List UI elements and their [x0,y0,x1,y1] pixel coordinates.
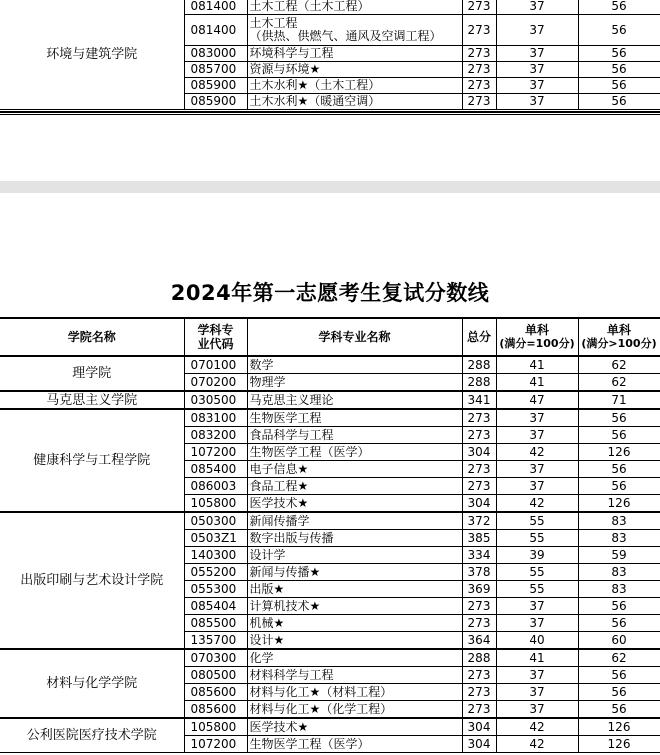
table-row [0,649,660,667]
table-row [0,391,660,409]
single-score-over100: 59 [578,547,660,564]
major-code: 030500 [184,391,247,409]
single-score-100: 55 [496,512,578,530]
single-score-100: 47 [496,391,578,409]
major-code: 070200 [184,374,247,392]
major-code: 085700 [184,62,247,78]
single-score-over100: 56 [578,0,660,15]
table-row [0,356,660,374]
header-college: 学院名称 [0,318,184,356]
major-name: 物理学 [247,374,462,392]
total-score: 273 [462,478,496,495]
college-name: 材料与化学学院 [0,649,184,718]
major-name: 新闻与传播★ [247,564,462,581]
major-code: 050300 [184,512,247,530]
college-name: 出版印刷与艺术设计学院 [0,512,184,649]
major-name: 材料与化工★（化学工程） [247,701,462,719]
total-score: 288 [462,649,496,667]
major-name: 设计学 [247,547,462,564]
total-score: 304 [462,444,496,461]
total-score: 304 [462,718,496,736]
single-score-100: 37 [496,409,578,427]
single-score-100: 37 [496,427,578,444]
single-score-100: 37 [496,461,578,478]
total-score: 341 [462,391,496,409]
college-name: 环境与建筑学院 [0,0,184,110]
single-score-over100: 71 [578,391,660,409]
single-score-over100: 83 [578,530,660,547]
total-score: 378 [462,564,496,581]
header-single-over100-sub: (满分>100分) [581,337,657,350]
single-score-100: 55 [496,530,578,547]
single-score-100: 37 [496,598,578,615]
major-name: 土木工程（土木工程） [247,0,462,15]
major-name: 环境科学与工程 [247,46,462,62]
total-score: 273 [462,15,496,46]
major-code: 107200 [184,736,247,753]
total-score: 273 [462,94,496,110]
single-score-over100: 62 [578,374,660,392]
major-name: 计算机技术★ [247,598,462,615]
major-code: 085600 [184,684,247,701]
single-score-over100: 62 [578,649,660,667]
single-score-over100: 56 [578,46,660,62]
major-name: 材料科学与工程 [247,667,462,684]
college-name: 公利医院医疗技术学院 [0,718,184,753]
header-single-100-sub: (满分=100分) [499,337,575,350]
single-score-100: 37 [496,62,578,78]
table-row [0,409,660,427]
single-score-over100: 56 [578,461,660,478]
single-score-over100: 56 [578,94,660,110]
major-name: 食品工程★ [247,478,462,495]
single-score-over100: 60 [578,632,660,650]
major-name-line1: 土木工程 [249,16,298,30]
major-name: 生物医学工程（医学） [247,736,462,753]
major-name: 数学 [247,356,462,374]
total-score: 273 [462,684,496,701]
major-code: 107200 [184,444,247,461]
total-score: 273 [462,0,496,15]
single-score-over100: 56 [578,427,660,444]
single-score-100: 41 [496,649,578,667]
college-name: 健康科学与工程学院 [0,409,184,512]
single-score-100: 42 [496,495,578,513]
total-score: 273 [462,461,496,478]
single-score-over100: 56 [578,62,660,78]
header-total: 总分 [462,318,496,356]
major-code: 085500 [184,615,247,632]
single-score-over100: 56 [578,701,660,719]
single-score-100: 42 [496,444,578,461]
major-code: 140300 [184,547,247,564]
single-score-100: 40 [496,632,578,650]
total-score: 273 [462,46,496,62]
single-score-over100: 126 [578,736,660,753]
total-score: 304 [462,495,496,513]
major-code: 085404 [184,598,247,615]
major-name-line2: （供热、供燃气、通风及空调工程） [249,29,442,43]
single-score-100: 37 [496,46,578,62]
major-name: 土木水利★（暖通空调） [247,94,462,110]
single-score-over100: 56 [578,478,660,495]
major-code: 0503Z1 [184,530,247,547]
major-code: 085400 [184,461,247,478]
single-score-over100: 126 [578,444,660,461]
table-row [0,512,660,530]
single-score-over100: 83 [578,564,660,581]
major-code: 081400 [184,15,247,46]
table-row [0,0,660,15]
single-score-100: 42 [496,736,578,753]
major-name: 马克思主义理论 [247,391,462,409]
table-bottom-rule-2 [0,114,660,115]
major-name: 生物医学工程 [247,409,462,427]
major-name: 机械★ [247,615,462,632]
single-score-over100: 56 [578,409,660,427]
header-code: 学科专业代码 [184,318,247,356]
single-score-100: 42 [496,718,578,736]
single-score-over100: 56 [578,598,660,615]
major-name: 电子信息★ [247,461,462,478]
header-single-over100 [578,318,660,356]
major-code: 070300 [184,649,247,667]
major-code: 085900 [184,78,247,94]
single-score-over100: 56 [578,615,660,632]
major-code: 105800 [184,495,247,513]
single-score-over100: 56 [578,667,660,684]
major-name: 新闻传播学 [247,512,462,530]
single-score-100: 55 [496,581,578,598]
major-name: 医学技术★ [247,495,462,513]
major-code: 086003 [184,478,247,495]
major-code: 085900 [184,94,247,110]
major-code: 080500 [184,667,247,684]
score-table [0,317,660,753]
major-code: 083100 [184,409,247,427]
single-score-over100: 83 [578,512,660,530]
single-score-over100: 126 [578,718,660,736]
major-name: 食品科学与工程 [247,427,462,444]
major-code: 085600 [184,701,247,719]
top-score-table [0,0,660,110]
total-score: 364 [462,632,496,650]
single-score-over100: 83 [578,581,660,598]
major-code: 070100 [184,356,247,374]
single-score-100: 37 [496,15,578,46]
single-score-100: 37 [496,0,578,15]
page-separator [0,181,660,193]
total-score: 385 [462,530,496,547]
single-score-100: 41 [496,356,578,374]
single-score-100: 55 [496,564,578,581]
major-name: 生物医学工程（医学） [247,444,462,461]
major-name: 材料与化工★（材料工程） [247,684,462,701]
total-score: 273 [462,667,496,684]
major-code: 081400 [184,0,247,15]
single-score-100: 37 [496,615,578,632]
header-single-100 [496,318,578,356]
single-score-100: 41 [496,374,578,392]
major-name: 设计★ [247,632,462,650]
college-name: 马克思主义学院 [0,391,184,409]
single-score-100: 37 [496,78,578,94]
single-score-100: 37 [496,684,578,701]
single-score-100: 37 [496,478,578,495]
total-score: 334 [462,547,496,564]
single-score-100: 39 [496,547,578,564]
major-code: 083200 [184,427,247,444]
major-code: 083000 [184,46,247,62]
major-code: 055300 [184,581,247,598]
total-score: 288 [462,356,496,374]
header-row [0,318,660,356]
total-score: 273 [462,409,496,427]
table-row [0,718,660,736]
total-score: 372 [462,512,496,530]
total-score: 273 [462,427,496,444]
single-score-over100: 62 [578,356,660,374]
major-code: 105800 [184,718,247,736]
table-header [0,318,660,356]
total-score: 273 [462,598,496,615]
total-score: 273 [462,701,496,719]
total-score: 369 [462,581,496,598]
page-title: 2024年第一志愿考生复试分数线 [170,281,490,305]
total-score: 273 [462,78,496,94]
major-code: 055200 [184,564,247,581]
college-name: 理学院 [0,356,184,391]
table-bottom-rule [0,111,660,113]
major-name: 数字出版与传播 [247,530,462,547]
single-score-100: 37 [496,667,578,684]
total-score: 288 [462,374,496,392]
total-score: 273 [462,615,496,632]
total-score: 304 [462,736,496,753]
total-score: 273 [462,62,496,78]
single-score-over100: 126 [578,495,660,513]
header-single-100-label: 单科 [524,323,549,337]
major-name: 医学技术★ [247,718,462,736]
single-score-over100: 56 [578,78,660,94]
major-name: 出版★ [247,581,462,598]
header-single-over100-label: 单科 [606,323,631,337]
single-score-100: 37 [496,94,578,110]
single-score-over100: 56 [578,684,660,701]
top-table-body [0,0,660,110]
single-score-over100: 56 [578,15,660,46]
header-name: 学科专业名称 [247,318,462,356]
major-name: 土木水利★（土木工程） [247,78,462,94]
major-name: 化学 [247,649,462,667]
major-code: 135700 [184,632,247,650]
table-body [0,356,660,753]
major-name: 资源与环境★ [247,62,462,78]
major-name [247,15,462,46]
single-score-100: 37 [496,701,578,719]
